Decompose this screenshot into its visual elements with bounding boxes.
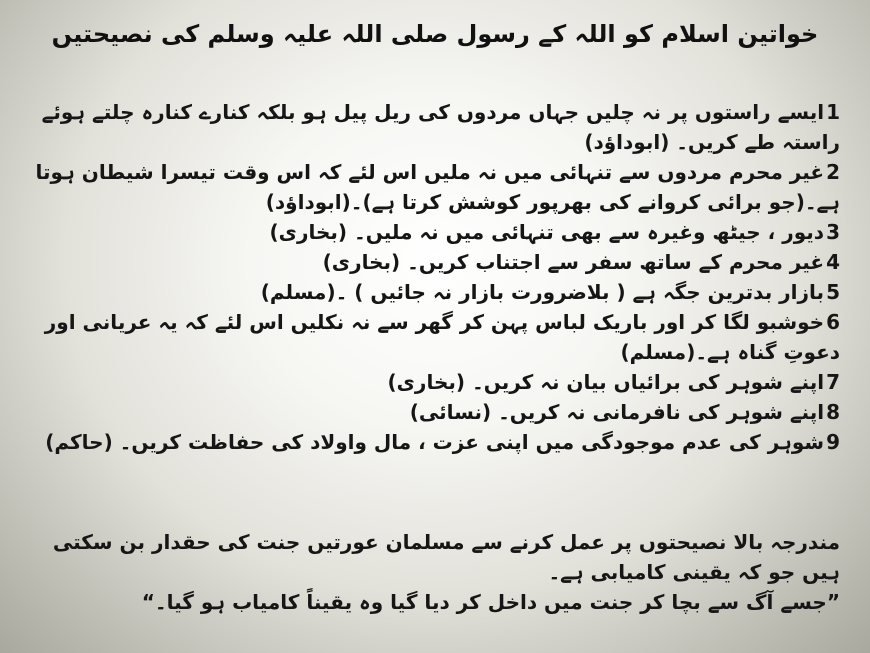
list-item <box>22 157 840 217</box>
item-text: اپنے شوہر کی برائیاں بیان نہ کریں۔ (بخاری) <box>387 370 825 394</box>
item-text: شوہر کی عدم موجودگی میں اپنی عزت ، مال واولاد کی حفاظت کریں۔ (حاکم) <box>45 430 825 454</box>
item-text: بازار بدترین جگہ ہے ( بلاضرورت بازار نہ جائیں ) ۔(مسلم) <box>260 280 825 304</box>
list-item <box>22 97 840 157</box>
item-text: خوشبو لگا کر اور باریک لباس پہن کر گھر سے نہ نکلیں اس لئے کہ یہ عریانی اور دعوتِ گناہ ہے۔(مسلم) <box>44 310 840 364</box>
list-item <box>22 307 840 367</box>
page-title: خواتین اسلام کو اللہ کے رسول صلی اللہ علیہ وسلم کی نصیحتیں <box>51 20 819 48</box>
list-item <box>22 397 840 427</box>
advice-list <box>22 97 840 457</box>
item-text: غیر محرم مردوں سے تنہائی میں نہ ملیں اس لئے کہ اس وقت تیسرا شیطان ہوتا ہے۔(جو برائی کروانے کی بھرپور کوشش کرتا ہے)۔(ابوداؤد) <box>35 160 840 214</box>
list-item <box>22 427 840 457</box>
item-number: 3 <box>826 220 840 244</box>
hadith-quote: ”جسے آگ سے بچا کر جنت میں داخل کر دیا گیا وہ یقیناً کامیاب ہو گیا۔“ <box>141 590 840 614</box>
item-text: اپنے شوہر کی نافرمانی نہ کریں۔ (نسائی) <box>409 400 825 424</box>
item-text: دیور ، جیٹھ وغیرہ سے بھی تنہائی میں نہ ملیں۔ (بخاری) <box>269 220 825 244</box>
item-number: 1 <box>826 100 840 124</box>
conclusion <box>22 527 840 617</box>
item-number: 5 <box>826 280 840 304</box>
item-number: 8 <box>826 400 840 424</box>
item-number: 6 <box>826 310 840 334</box>
item-number: 7 <box>826 370 840 394</box>
item-text: ایسے راستوں پر نہ چلیں جہاں مردوں کی ریل پیل ہو بلکہ کنارے کنارہ چلتے ہوئے راستہ طے کریں۔ (ابوداؤد) <box>41 100 840 154</box>
list-item <box>22 247 840 277</box>
item-number: 9 <box>826 430 840 454</box>
conclusion-line: مندرجہ بالا نصیحتوں پر عمل کرنے سے مسلمان عورتیں جنت کی حقدار بن سکتی ہیں جو کہ یقینی کامیابی ہے۔ <box>52 530 840 584</box>
list-item <box>22 217 840 247</box>
item-text: غیر محرم کے ساتھ سفر سے اجتناب کریں۔ (بخاری) <box>322 250 825 274</box>
list-item <box>22 367 840 397</box>
item-number: 2 <box>826 160 840 184</box>
list-item <box>22 277 840 307</box>
item-number: 4 <box>826 250 840 274</box>
